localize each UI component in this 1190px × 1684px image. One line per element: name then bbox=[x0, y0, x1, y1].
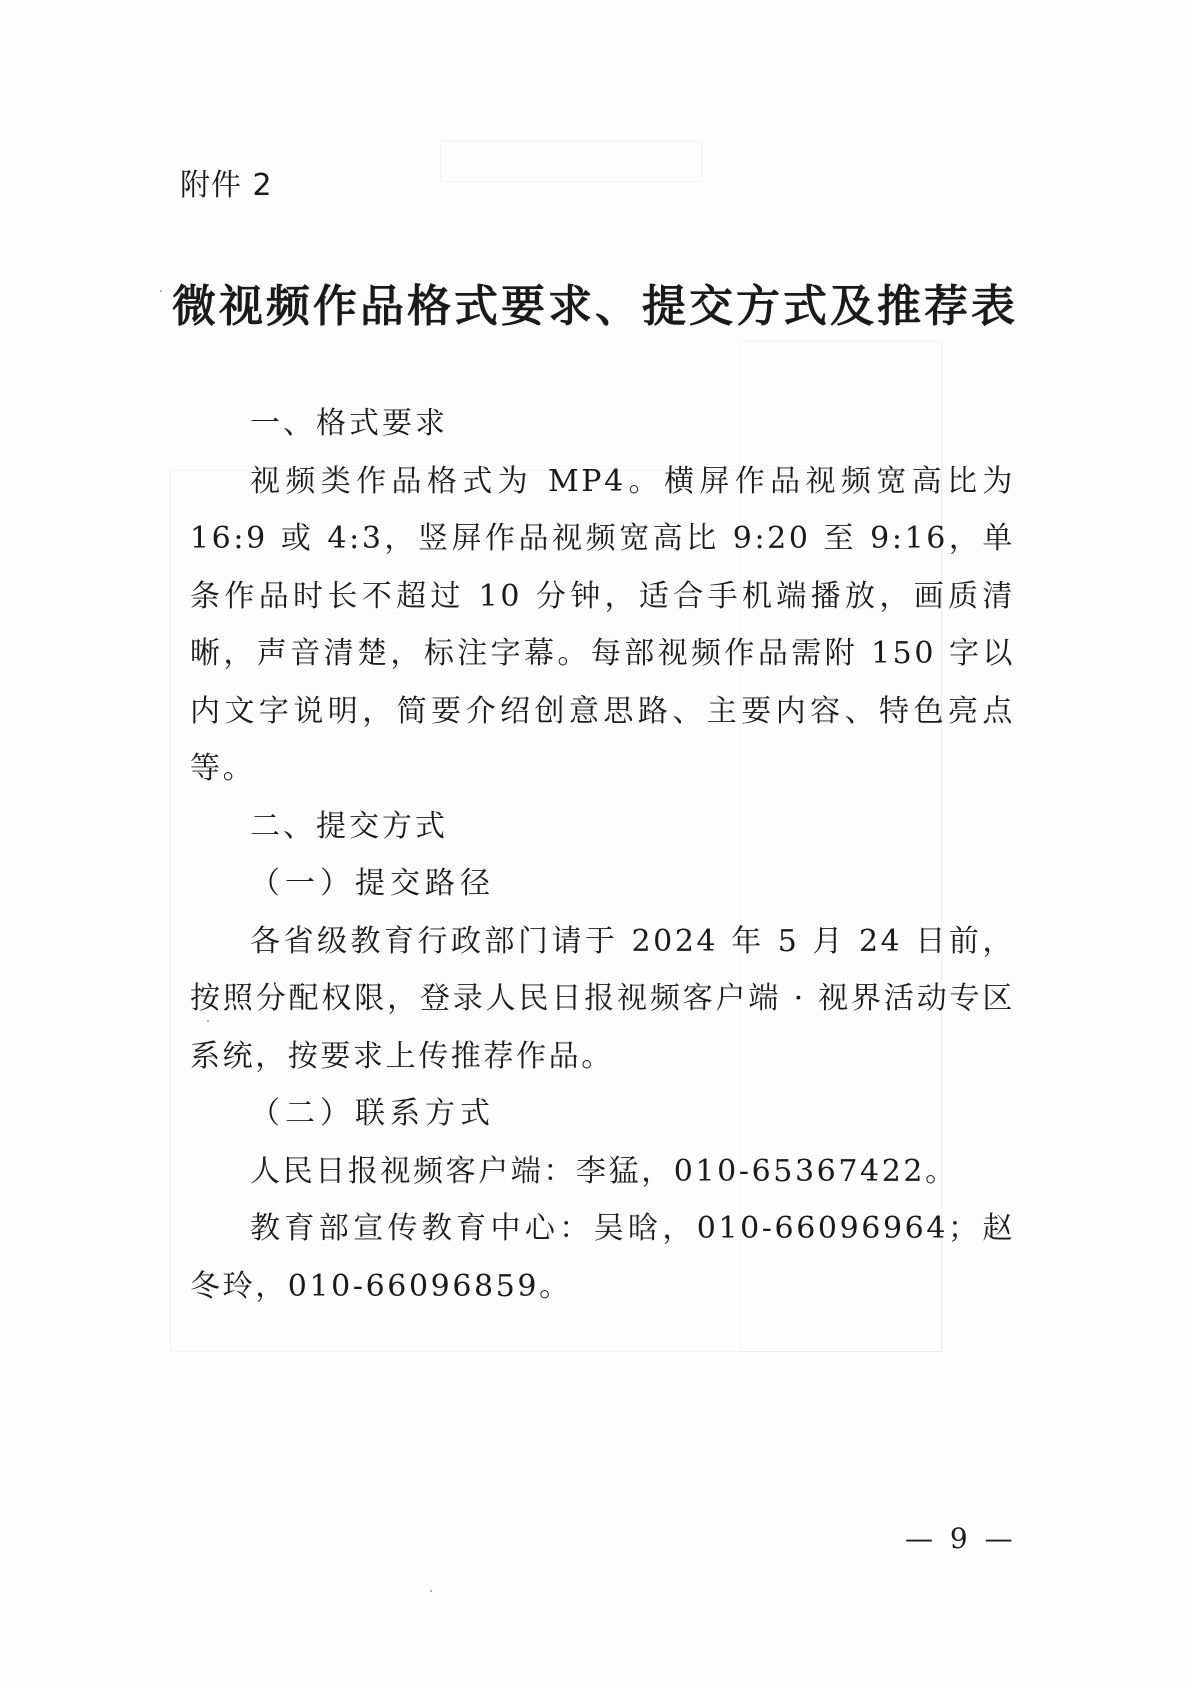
section-heading-format: 一、格式要求 bbox=[250, 406, 448, 441]
scan-speck bbox=[430, 1590, 432, 1592]
subsection-heading-path: （一）提交路径 bbox=[250, 866, 495, 901]
scan-speck bbox=[207, 1020, 209, 1022]
subsection-heading-contact: （二）联系方式 bbox=[250, 1096, 495, 1131]
bleed-through-mark bbox=[440, 140, 702, 182]
section-heading-submission: 二、提交方式 bbox=[250, 808, 448, 844]
contact-line-education-center: 教育部宣传教育中心：吴晗，010-66096964；赵冬玲，010-66096859。 bbox=[190, 1211, 1015, 1304]
contact-line-people-daily: 人民日报视频客户端：李猛，010-65367422。 bbox=[250, 1153, 958, 1189]
path-paragraph: 各省级教育行政部门请于 2024 年 5 月 24 日前，按照分配权限，登录人民日报视频客户端 · 视界活动专区系统，按要求上传推荐作品。 bbox=[190, 923, 1015, 1074]
page-number: — 9 — bbox=[905, 1522, 1017, 1555]
scan-speck bbox=[160, 290, 162, 292]
format-paragraph: 视频类作品格式为 MP4。横屏作品视频宽高比为 16:9 或 4:3，竖屏作品视频宽高比 9:20 至 9:16，单条作品时长不超过 10 分钟，适合手机端播放，画质清晰，声音清楚，标注字幕。每部视频作品需附 150 字以内文字说明，简要介绍创意思路、主要内容、特色亮点等。 bbox=[190, 463, 1015, 786]
page-title: 微视频作品格式要求、提交方式及推荐表 bbox=[172, 281, 1018, 332]
attachment-label: 附件 2 bbox=[180, 168, 273, 203]
document-body bbox=[190, 395, 1015, 1315]
